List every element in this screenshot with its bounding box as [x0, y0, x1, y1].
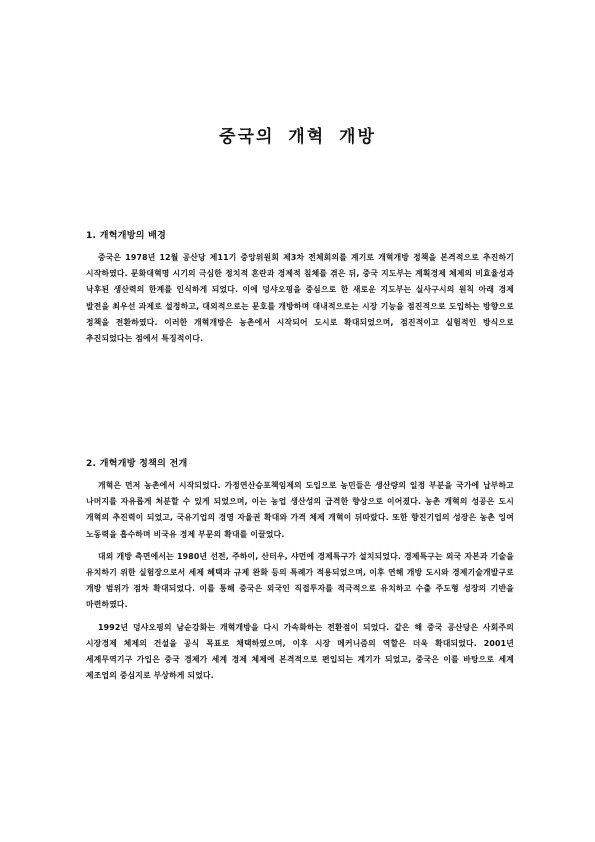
- section-policy: [86, 456, 514, 690]
- section-heading: 2. 개혁개방 정책의 전개: [86, 459, 188, 469]
- paragraph: 대외 개방 측면에서는 1980년 선전, 주하이, 산터우, 샤먼에 경제특구가 설치되었다. 경제특구는 외국 자본과 기술을 유치하기 위한 실험장으로서 세제 혜택과 규제 완화 등의 특례가 적용되었으며, 이후 연해 개방 도시와 경제기술개발구로 개방 범위가 점차 확대되었다. 이를 통해 중국은 외국인 직접투자를 적극적으로 유치하고 수출 주도형 성장의 기반을 마련하였다.: [86, 551, 514, 610]
- section-heading: 1. 개혁개방의 배경: [86, 231, 167, 241]
- paragraph: 1992년 덩샤오핑의 남순강화는 개혁개방을 다시 가속화하는 전환점이 되었다. 같은 해 중국 공산당은 사회주의 시장경제 체제의 건설을 공식 목표로 채택하였으며, 이후 시장 메커니즘의 역할은 더욱 확대되었다. 2001년 세계무역기구 가입은 중국 경제가 세계 경제 체제에 본격적으로 편입되는 계기가 되었고, 중국은 이를 바탕으로 세계 제조업의 중심지로 부상하게 되었다.: [86, 622, 514, 681]
- section-background: [86, 228, 514, 353]
- paragraph: 중국은 1978년 12월 공산당 제11기 중앙위원회 제3차 전체회의를 계기로 개혁개방 정책을 본격적으로 추진하기 시작하였다. 문화대혁명 시기의 극심한 정치적 혼란과 경제적 침체를 겪은 뒤, 중국 지도부는 계획경제 체제의 비효율성과 낙후된 생산력의 한계를 인식하게 되었다. 이에 덩샤오핑을 중심으로 한 새로운 지도부는 실사구시의 원칙 아래 경제 발전을 최우선 과제로 설정하고, 대외적으로는 문호를 개방하며 대내적으로는 시장 기능을 점진적으로 도입하는 방향으로 정책을 전환하였다. 이러한 개혁개방은 농촌에서 시작되어 도시로 확대되었으며, 점진적이고 실험적인 방식으로 추진되었다는 점에서 특징적이다.: [86, 253, 514, 344]
- document-title: 중국의 개혁 개방: [219, 127, 376, 147]
- paragraph: 개혁은 먼저 농촌에서 시작되었다. 가정연산승포책임제의 도입으로 농민들은 생산량의 일정 부분을 국가에 납부하고 나머지를 자유롭게 처분할 수 있게 되었으며, 이는 농업 생산성의 급격한 향상으로 이어졌다. 농촌 개혁의 성공은 도시 개혁의 추진력이 되었고, 국유기업의 경영 자율권 확대와 가격 체제 개혁이 뒤따랐다. 또한 향진기업의 성장은 농촌 잉여 노동력을 흡수하며 비국유 경제 부문의 확대를 이끌었다.: [86, 481, 514, 539]
